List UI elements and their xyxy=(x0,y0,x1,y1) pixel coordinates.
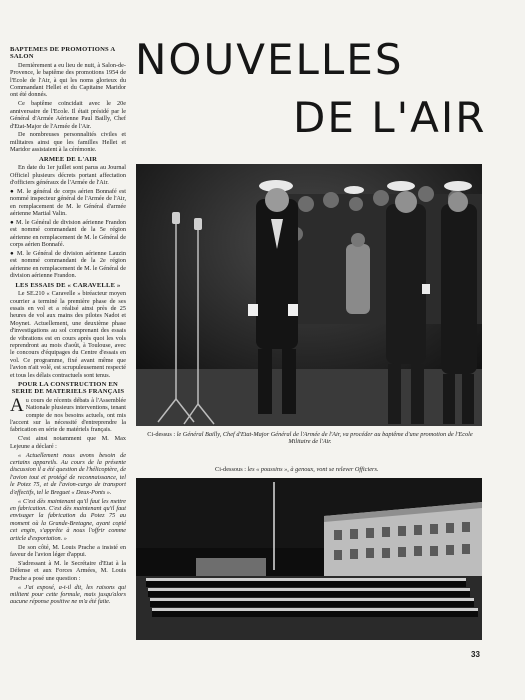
paragraph: Le SE.210 « Caravelle » biréacteur moyen courrier a terminé la première phase de ses essais en vol et a réalisé ainsi près de 25 heures de vol aux mains des pilotes Nadot et Moynet. Actuellement, une deuxième phase d'investigations au sol comprenant des essais de vibrations est en cours après quoi les vols reprendront au mois d'août, à Toulouse, avec le concours d'équipages du Centre d'essais en vol. Ce programme, fixé avant même que l'avion n'ait volé, est scrupuleusement respecté et tous les délais contractuels sont tenus. xyxy=(10,290,126,379)
news-column xyxy=(10,44,126,607)
paragraph: C'est ainsi notamment que M. Max Lejeune a déclaré : xyxy=(10,435,126,450)
caption-text: les « poussins », à genoux, vont se relever Officiers. xyxy=(247,466,379,473)
quote-paragraph: « J'ai exposé, a-t-il dit, les raisons qui militent pour cette formule, mais jusqu'alors aucune réponse positive ne m'a été faite. xyxy=(10,583,126,606)
section-heading: LES ESSAIS DE « CARAVELLE » xyxy=(15,281,121,289)
paragraph: De son côté, M. Louis Prache a insisté en faveur de l'avion léger d'appui. xyxy=(10,543,126,558)
section-heading: POUR LA CONSTRUCTION EN SERIE DE MATERIELS FRANÇAIS xyxy=(11,380,125,396)
paragraph-with-dropcap xyxy=(10,394,126,434)
masthead-line-1: NOUVELLES xyxy=(135,35,404,84)
formation-photo-illustration xyxy=(136,478,482,640)
caption-top-photo xyxy=(140,431,480,445)
paragraph: ● M. le Général de division aérienne Lauzin est nommé commandant de la 2e région aérienne en remplacement de M. le Général de division aérienne Frandon. xyxy=(10,250,126,280)
section-heading: BAPTEMES DE PROMOTIONS A SALON xyxy=(10,46,116,61)
dropcap: A xyxy=(10,394,24,416)
caption-lead: Ci-dessus : xyxy=(147,431,176,438)
masthead-line-2: DE L'AIR xyxy=(293,93,487,142)
paragraph: En date du 1er juillet sont parus au Journal Officiel plusieurs décrets portant affectation d'officiers généraux de l'Armée de l'Air. xyxy=(10,164,126,186)
photo-cadets-formation xyxy=(136,478,482,640)
paragraph: Dernièrement a eu lieu de nuit, à Salon-de-Provence, le baptême des promotions 1954 de l'Ecole de l'Air, à qui les noms glorieux du Commandant Hellet et du Capitaine Maridor ont été donnés. xyxy=(10,61,126,99)
quote-paragraph: « Actuellement nous avons besoin de certains appareils. Au cours de la présente discussion il a été question de l'hélicoptère, de l'avion tout et protégé de reconnaissance, tel le Potez 75, et de l'avion-cargo de transport d'effectifs, tel le Breguet « Deux-Ponts ». xyxy=(10,451,126,496)
paragraph-text: u cours de récents débats à l'Assemblée Nationale plusieurs interventions, tenant compte de nos besoins actuels, ont mis l'accent sur la nécessité d'entreprendre la fabrication en série de matériels français. xyxy=(10,396,126,434)
paragraph: ● M. le Général de division aérienne Frandon est nommé commandant de la 5e région aérienne en remplacement de M. le Général de corps aérien Bonnafé. xyxy=(10,218,126,249)
paragraph: S'adressant à M. le Secrétaire d'Etat à la Défense et aux Forces Armées, M. Louis Prache a posé une question : xyxy=(10,559,126,582)
ceremony-photo-illustration xyxy=(136,164,482,426)
quote-paragraph: « C'est dès maintenant qu'il faut les mettre en fabrication. C'est dès maintenant qu'il faut envisager la fabrication du Potez 75 au moment où la Grande-Bretagne, ayant copié cet engin, s'apprête à nous l'offrir comme article d'exportation. » xyxy=(10,497,126,542)
photo-ceremony-officers xyxy=(136,164,482,426)
paragraph: De nombreuses personnalités civiles et militaires ainsi que les familles Hellet et Maridor assistaient à la cérémonie. xyxy=(10,131,126,154)
caption-bottom-photo xyxy=(215,466,485,473)
caption-text: le Général Bailly, Chef d'Etat-Major Général de l'Armée de l'Air, va procéder au baptême d'une promotion de l'Ecole Militaire de l'Air. xyxy=(176,431,473,446)
paragraph: ● M. le général de corps aérien Bonnafé est nommé inspecteur général de l'Armée de l'Air, en remplacement de M. le Général d'armée aérienne Martial Valin. xyxy=(10,187,126,218)
section-heading: ARMEE DE L'AIR xyxy=(38,155,98,163)
page-number: 33 xyxy=(471,650,480,659)
caption-lead: Ci-dessous : xyxy=(215,466,246,473)
paragraph: Ce baptême coïncidait avec le 20e anniversaire de l'Ecole. Il était présidé par le Général d'Armée Aérienne Paul Bailly, Chef d'Etat-Major de l'Armée de l'Air. xyxy=(10,100,126,130)
